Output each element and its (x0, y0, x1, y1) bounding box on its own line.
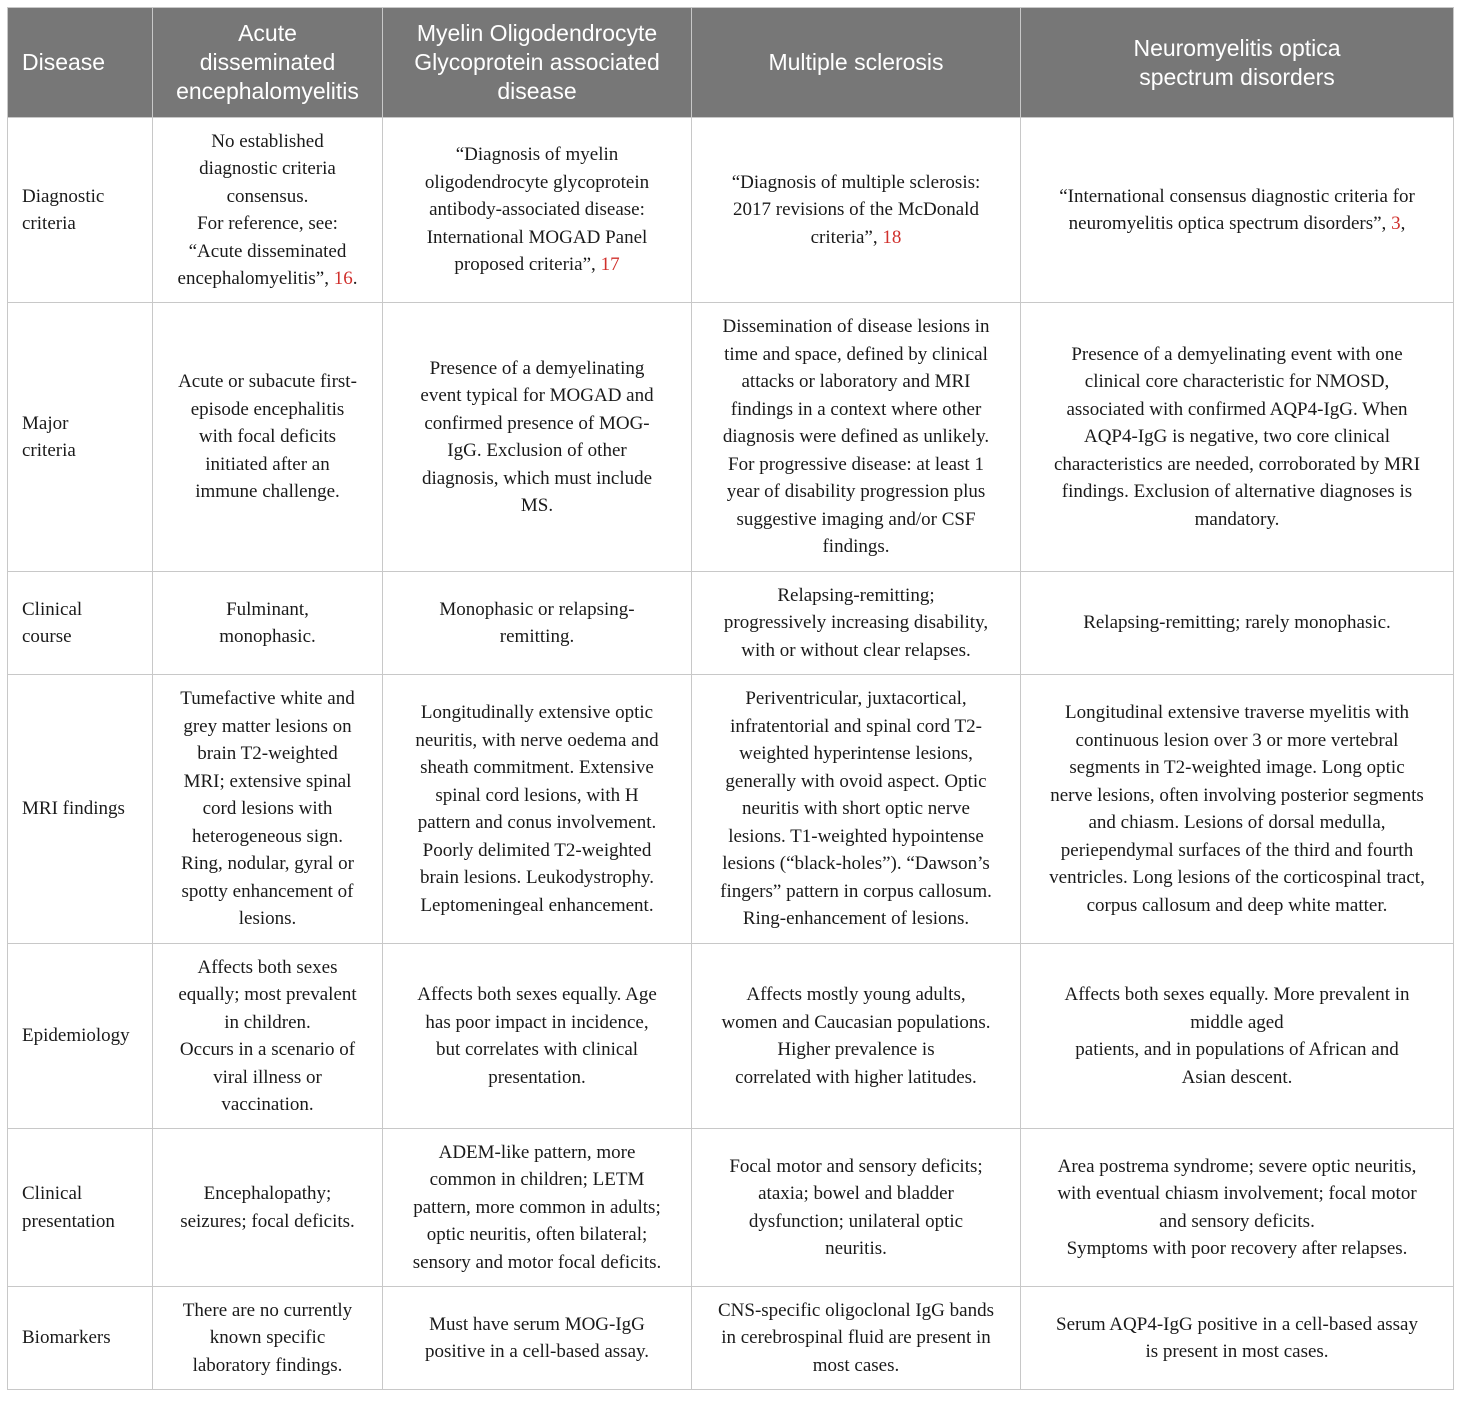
cell-text-line: Periventricular, juxtacortical, (745, 688, 967, 710)
cell-text-line: attacks or laboratory and MRI (741, 371, 971, 393)
cell-text-line: For reference, see: (197, 213, 338, 234)
cell-text-line: spinal cord lesions, with H (435, 784, 639, 806)
cell-text-line: is present in most cases. (1145, 1341, 1329, 1362)
cell-text-line: immune challenge. (195, 481, 340, 503)
cell-text-line: Area postrema syndrome; severe optic neuritis, (1057, 1155, 1417, 1177)
header-text-line: Acute (238, 20, 297, 46)
cell-text-line: heterogeneous sign. (192, 825, 343, 847)
cell-text-line: confirmed presence of MOG- (424, 412, 650, 434)
cell-text-line: Fulminant, (226, 598, 309, 620)
header-nmosd (1021, 8, 1454, 118)
cell-text-line: and chiasm. Lesions of dorsal medulla, (1088, 812, 1386, 833)
row-label (8, 944, 153, 1129)
cell-text-line: segments in T2-weighted image. Long optic (1069, 757, 1405, 778)
cell-mogad (383, 118, 692, 303)
row-label-line: Diagnostic (22, 185, 105, 207)
header-adem (153, 8, 383, 118)
cell-text-line: positive in a cell-based assay. (424, 1341, 650, 1362)
row-label (8, 675, 153, 944)
cell-text-line: equally; most prevalent (178, 984, 357, 1005)
table-row (8, 572, 1454, 675)
cell-text-line: seizures; focal deficits. (180, 1210, 355, 1232)
cell-text-line: Serum AQP4-IgG positive in a cell-based assay (1056, 1313, 1418, 1335)
cell-text-line: in children. (224, 1011, 311, 1033)
row-label-line: Clinical (22, 1183, 83, 1204)
table-row (8, 1129, 1454, 1287)
cell-text-line: has poor impact in incidence, (425, 1011, 649, 1033)
cell-text-line: suggestive imaging and/or CSF (736, 508, 976, 530)
cell-text-line: Longitudinally extensive optic (420, 702, 654, 723)
cell-text-line: progressively increasing disability, (723, 612, 989, 634)
cell-text-line: dysfunction; unilateral optic (748, 1210, 964, 1232)
cell-text-line: middle aged (1190, 1011, 1284, 1033)
cell-nmosd (1021, 303, 1454, 572)
reference-link[interactable]: 3 (1391, 213, 1401, 234)
row-label-line: Clinical (22, 598, 83, 620)
header-text-line: Disease (22, 49, 106, 75)
cell-adem (153, 1129, 383, 1287)
row-label (8, 572, 153, 675)
cell-text-line: findings in a context where other (730, 398, 982, 420)
cell-text-line: viral illness or (213, 1066, 322, 1088)
cell-text-line: Longitudinal extensive traverse myelitis with (1064, 702, 1410, 723)
cell-mogad (383, 675, 692, 944)
cell-text-line: diagnostic criteria (199, 158, 336, 179)
cell-text-line: IgG. Exclusion of other (447, 440, 627, 461)
cell-nmosd (1021, 1129, 1454, 1287)
cell-text-line: diagnosis, which must include (421, 467, 653, 489)
cell-text-line: 2017 revisions of the McDonald (733, 199, 979, 221)
cell-text-line: presentation. (488, 1066, 586, 1088)
cell-text-line: episode encephalitis (190, 398, 345, 420)
cell-text-line: neuromyelitis optica spectrum disorders”, 3, (1068, 213, 1406, 234)
row-label-line: course (22, 626, 72, 647)
cell-text-line: sheath commitment. Extensive (420, 757, 654, 778)
cell-text-line: ventricles. Long lesions of the corticospinal tract, (1049, 867, 1425, 888)
cell-text-line: Affects both sexes equally. Age (417, 984, 657, 1005)
cell-text-line: time and space, defined by clinical (724, 343, 988, 365)
cell-text-line: weighted hyperintense lesions, (739, 743, 973, 765)
cell-text-line: Acute or subacute first- (178, 371, 357, 393)
cell-text-line: sensory and motor focal deficits. (412, 1251, 662, 1273)
cell-text-line: MS. (520, 495, 554, 516)
row-label (8, 1129, 153, 1287)
row-label-line: Biomarkers (22, 1327, 111, 1349)
row-label-line: Epidemiology (22, 1025, 130, 1047)
cell-text-line: lesions. T1-weighted hypointense (728, 825, 984, 847)
cell-text-line: infratentorial and spinal cord T2- (730, 715, 982, 737)
cell-text-line: Encephalopathy; (203, 1183, 332, 1204)
cell-text-line: corpus callosum and deep white matter. (1086, 894, 1388, 916)
cell-text-line: International MOGAD Panel (426, 226, 648, 248)
cell-ms (692, 572, 1021, 675)
cell-adem (153, 118, 383, 303)
cell-text-line: consensus. (226, 185, 309, 207)
table-row (8, 1287, 1454, 1390)
cell-text-line: Asian descent. (1181, 1066, 1293, 1088)
cell-ms (692, 1287, 1021, 1390)
cell-text-line: with eventual chiasm involvement; focal motor (1057, 1183, 1417, 1204)
cell-ms (692, 675, 1021, 944)
cell-text-line: and sensory deficits. (1159, 1210, 1315, 1232)
row-label-line: criteria (22, 440, 76, 461)
cell-adem (153, 1287, 383, 1390)
cell-text-line: but correlates with clinical (435, 1039, 639, 1060)
cell-text-line: women and Caucasian populations. (721, 1011, 991, 1033)
cell-text-line: patients, and in populations of African and (1075, 1039, 1399, 1060)
cell-text-line: Occurs in a scenario of (179, 1039, 356, 1060)
cell-text-line: pattern and conus involvement. (417, 812, 657, 833)
cell-text-line: Affects both sexes equally. More prevalent in (1064, 984, 1410, 1005)
cell-text-line: optic neuritis, often bilateral; (426, 1224, 648, 1246)
cell-mogad (383, 303, 692, 572)
reference-link[interactable]: 18 (882, 226, 902, 248)
cell-text-line: findings. (822, 536, 890, 558)
cell-text-line: Focal motor and sensory deficits; (729, 1155, 983, 1177)
cell-ms (692, 1129, 1021, 1287)
cell-ms (692, 118, 1021, 303)
header-text-line: Multiple sclerosis (768, 49, 944, 75)
cell-text-line: brain lesions. Leukodystrophy. (419, 867, 655, 888)
cell-text-line: ADEM-like pattern, more (438, 1141, 636, 1163)
cell-text-line: vaccination. (221, 1094, 314, 1115)
cell-text-line: Relapsing-remitting; rarely monophasic. (1083, 612, 1391, 634)
cell-text-line: Presence of a demyelinating event with one (1071, 343, 1403, 365)
cell-text-line: lesions (“black-holes”). “Dawson’s (722, 853, 990, 875)
cell-text-line: pattern, more common in adults; (413, 1196, 661, 1218)
cell-text-line: cord lesions with (202, 798, 333, 820)
cell-text-line: findings. Exclusion of alternative diagnoses is (1061, 481, 1413, 503)
row-label (8, 118, 153, 303)
cell-adem (153, 572, 383, 675)
cell-text-line: CNS-specific oligoclonal IgG bands (718, 1299, 994, 1321)
cell-text-line: neuritis, with nerve oedema and (415, 729, 659, 751)
header-ms (692, 8, 1021, 118)
cell-text-line: There are no currently (182, 1299, 353, 1321)
cell-text-line: Dissemination of disease lesions in (722, 316, 990, 338)
cell-text-line: common in children; LETM (429, 1169, 645, 1191)
cell-text-line: with or without clear relapses. (741, 639, 971, 661)
cell-text-line: clinical core characteristic for NMOSD, (1084, 371, 1390, 393)
cell-text-line: AQP4-IgG is negative, two core clinical (1083, 426, 1391, 448)
table-row (8, 675, 1454, 944)
cell-text-line: “Diagnosis of multiple sclerosis: (731, 171, 981, 193)
cell-text-line: diagnosis were defined as unlikely. (722, 426, 990, 448)
cell-nmosd (1021, 944, 1454, 1129)
cell-text-line: MRI; extensive spinal (183, 770, 352, 792)
cell-text-line: Higher prevalence is (777, 1039, 935, 1060)
cell-text-line: Presence of a demyelinating (429, 357, 645, 379)
cell-text-line: Poorly delimited T2-weighted (422, 839, 652, 861)
cell-text-line: brain T2-weighted (197, 743, 338, 765)
cell-ms (692, 944, 1021, 1129)
reference-link[interactable]: 16 (333, 268, 353, 289)
row-label-line: criteria (22, 213, 76, 234)
header-text-line: Myelin Oligodendrocyte (416, 20, 658, 46)
cell-mogad (383, 1287, 692, 1390)
header-text-line: disease (497, 78, 577, 104)
cell-text-line: Monophasic or relapsing- (439, 598, 635, 620)
cell-text-line: spotty enhancement of (181, 880, 354, 902)
cell-text-line: associated with confirmed AQP4-IgG. When (1066, 398, 1408, 420)
cell-text-line: continuous lesion over 3 or more vertebral (1075, 729, 1399, 751)
cell-ms (692, 303, 1021, 572)
header-text-line: encephalomyelitis (176, 78, 359, 104)
cell-text-line: Ring-enhancement of lesions. (742, 908, 970, 930)
cell-text-line: Leptomeningeal enhancement. (420, 894, 654, 916)
row-label-line: presentation (22, 1210, 115, 1232)
cell-text-line: oligodendrocyte glycoprotein (424, 171, 650, 193)
cell-text-line: encephalomyelitis”, 16. (177, 268, 358, 289)
header-text-line: Neuromyelitis optica (1133, 34, 1341, 61)
cell-text-line: Affects mostly young adults, (746, 984, 966, 1005)
table-body (8, 118, 1454, 1390)
cell-text-line: known specific (209, 1327, 326, 1349)
cell-mogad (383, 1129, 692, 1287)
cell-nmosd (1021, 1287, 1454, 1390)
cell-text-line: generally with ovoid aspect. Optic (725, 770, 987, 792)
table-row (8, 944, 1454, 1129)
header-mogad (383, 8, 692, 118)
cell-adem (153, 944, 383, 1129)
header-text-line: Glycoprotein associated (414, 49, 660, 75)
row-label-line: Major (22, 412, 69, 434)
cell-text-line: monophasic. (219, 626, 316, 647)
row-label (8, 1287, 153, 1390)
cell-text-line: Affects both sexes (197, 956, 338, 978)
cell-text-line: year of disability progression plus (726, 481, 986, 503)
cell-adem (153, 303, 383, 572)
cell-text-line: lesions. (238, 908, 297, 930)
cell-text-line: For progressive disease: at least 1 (728, 453, 984, 475)
cell-text-line: correlated with higher latitudes. (735, 1066, 977, 1088)
cell-text-line: initiated after an (205, 453, 330, 475)
cell-text-line: ataxia; bowel and bladder (758, 1183, 954, 1204)
header-text-line: spectrum disorders (1139, 63, 1335, 90)
row-label-line: MRI findings (22, 798, 125, 820)
cell-text-line: criteria”, 18 (810, 226, 902, 248)
cell-text-line: Must have serum MOG-IgG (429, 1313, 645, 1335)
cell-text-line: event typical for MOGAD and (420, 385, 654, 406)
cell-text-line: antibody-associated disease: (429, 199, 645, 221)
cell-text-line: neuritis with short optic nerve (742, 798, 970, 820)
disease-comparison-table (7, 7, 1454, 1390)
cell-text-line: “International consensus diagnostic criteria for (1059, 185, 1415, 207)
header-row (8, 8, 1454, 118)
row-label (8, 303, 153, 572)
cell-text-line: “Acute disseminated (188, 240, 347, 262)
cell-text-line: Symptoms with poor recovery after relapses. (1066, 1238, 1408, 1259)
cell-text-line: neuritis. (825, 1238, 887, 1259)
cell-adem (153, 675, 383, 944)
cell-text-line: Relapsing-remitting; (777, 584, 935, 606)
cell-nmosd (1021, 572, 1454, 675)
cell-text-line: with focal deficits (198, 426, 337, 448)
header-text-line: disseminated (199, 49, 336, 75)
cell-text-line: nerve lesions, often involving posterior segments (1050, 784, 1424, 806)
cell-mogad (383, 944, 692, 1129)
cell-nmosd (1021, 118, 1454, 303)
cell-text-line: mandatory. (1194, 508, 1280, 530)
cell-nmosd (1021, 675, 1454, 944)
cell-text-line: “Diagnosis of myelin (455, 144, 619, 166)
table-row (8, 118, 1454, 303)
cell-text-line: No established (211, 130, 324, 152)
cell-text-line: Tumefactive white and (180, 688, 355, 710)
cell-text-line: remitting. (499, 626, 575, 647)
cell-text-line: most cases. (812, 1354, 900, 1376)
cell-text-line: periependymal surfaces of the third and fourth (1060, 839, 1414, 861)
header-disease (8, 8, 153, 118)
cell-text-line: Ring, nodular, gyral or (181, 853, 354, 875)
table-row (8, 303, 1454, 572)
reference-link[interactable]: 17 (600, 254, 620, 276)
cell-text-line: characteristics are needed, corroborated by MRI (1053, 453, 1421, 475)
cell-text-line: fingers” pattern in corpus callosum. (720, 880, 992, 902)
cell-mogad (383, 572, 692, 675)
cell-text-line: laboratory findings. (192, 1354, 343, 1376)
cell-text-line: grey matter lesions on (183, 715, 352, 737)
cell-text-line: in cerebrospinal fluid are present in (721, 1327, 991, 1349)
cell-text-line: proposed criteria”, 17 (454, 254, 620, 276)
